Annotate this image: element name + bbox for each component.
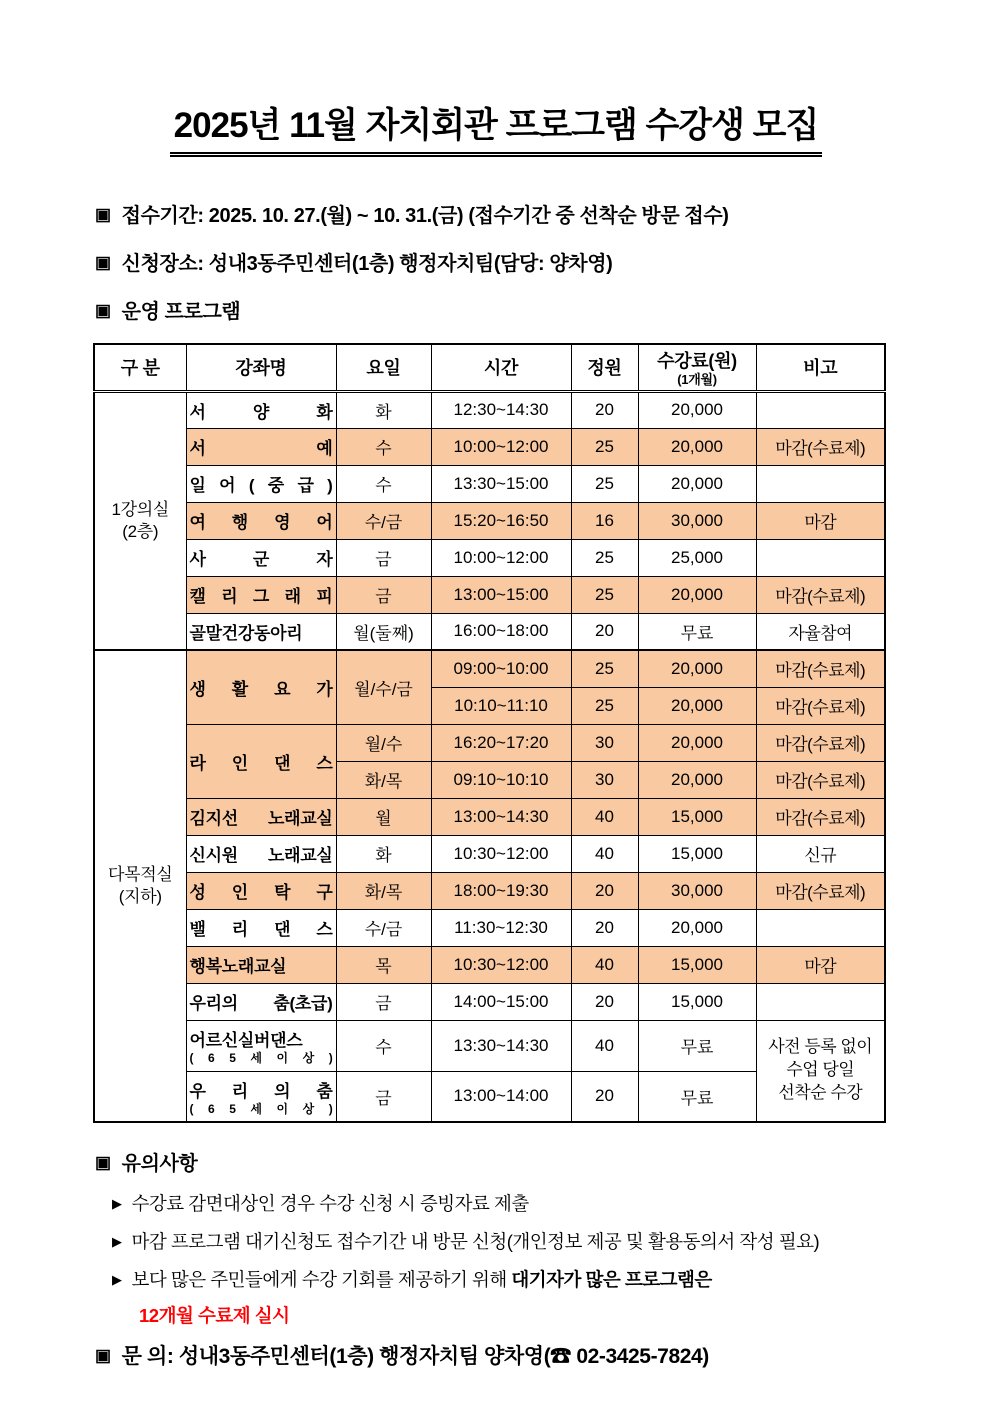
course-name-cell: 행복노래교실	[186, 946, 336, 983]
fee-cell: 20,000	[638, 909, 756, 946]
capacity-cell: 20	[571, 983, 638, 1020]
note-cell: 마감	[756, 502, 885, 539]
fee-cell: 20,000	[638, 576, 756, 613]
course-name-cell: 골말건강동아리	[186, 613, 336, 650]
table-row	[94, 798, 885, 835]
day-cell: 수/금	[336, 502, 431, 539]
day-cell: 수	[336, 1020, 431, 1071]
fee-cell: 20,000	[638, 724, 756, 761]
time-cell: 13:00~14:30	[431, 798, 571, 835]
table-row	[94, 539, 885, 576]
arrow-bullet-icon: ▶	[112, 1196, 122, 1211]
fee-cell: 무료	[638, 1071, 756, 1122]
capacity-cell: 20	[571, 909, 638, 946]
table-row	[94, 650, 885, 687]
capacity-cell: 40	[571, 1020, 638, 1071]
time-cell: 10:00~12:00	[431, 428, 571, 465]
fee-cell: 무료	[638, 613, 756, 650]
time-cell: 15:20~16:50	[431, 502, 571, 539]
table-row	[94, 909, 885, 946]
time-cell: 11:30~12:30	[431, 909, 571, 946]
fee-cell: 30,000	[638, 502, 756, 539]
header-note: 비고	[756, 344, 885, 391]
note-cell	[756, 909, 885, 946]
course-name-cell: 사 군 자	[186, 539, 336, 576]
info-line-application-place	[95, 247, 992, 276]
time-cell: 13:30~15:00	[431, 465, 571, 502]
arrow-bullet-icon: ▶	[112, 1234, 122, 1249]
day-cell: 월	[336, 798, 431, 835]
table-row	[94, 872, 885, 909]
course-name-cell: 우리의 춤(초급)	[186, 983, 336, 1020]
note-cell: 마감	[756, 946, 885, 983]
capacity-cell: 30	[571, 761, 638, 798]
time-cell: 18:00~19:30	[431, 872, 571, 909]
capacity-cell: 20	[571, 613, 638, 650]
time-cell: 10:30~12:00	[431, 835, 571, 872]
notices-heading: ▣ 유의사항	[95, 1153, 198, 1175]
room-group-cell: 1강의실 (2층)	[94, 391, 186, 650]
title-wrap	[0, 98, 992, 157]
fee-cell: 20,000	[638, 687, 756, 724]
header-course-name: 강좌명	[186, 344, 336, 391]
page-title: 2025년 11월 자치회관 프로그램 수강생 모집	[170, 98, 823, 157]
table-row	[94, 391, 885, 428]
time-cell: 16:20~17:20	[431, 724, 571, 761]
fee-cell: 20,000	[638, 428, 756, 465]
info-line-reception-period	[95, 199, 992, 228]
table-row	[94, 613, 885, 650]
day-cell: 화	[336, 391, 431, 428]
fee-cell: 25,000	[638, 539, 756, 576]
table-row	[94, 835, 885, 872]
capacity-cell: 20	[571, 391, 638, 428]
info-line-text: 운영 프로그램	[121, 301, 241, 323]
fee-cell: 15,000	[638, 835, 756, 872]
time-cell: 10:10~11:10	[431, 687, 571, 724]
course-name-cell: 서 양 화	[186, 391, 336, 428]
fee-cell: 30,000	[638, 872, 756, 909]
fee-cell: 15,000	[638, 946, 756, 983]
course-name-cell: 어르신실버댄스 ( 6 5 세 이 상 )	[186, 1020, 336, 1071]
note-cell: 마감(수료제)	[756, 724, 885, 761]
day-cell: 금	[336, 539, 431, 576]
header-day: 요일	[336, 344, 431, 391]
square-bullet-icon: ▣	[95, 205, 111, 224]
info-list	[95, 199, 992, 324]
capacity-cell: 25	[571, 428, 638, 465]
square-bullet-icon: ▣	[95, 301, 111, 320]
notice-item: ▶ 보다 많은 주민들에게 수강 기회를 제공하기 위해 대기자가 많은 프로그램은	[112, 1269, 712, 1290]
course-name-cell: 캘 리 그 래 피	[186, 576, 336, 613]
arrow-bullet-icon: ▶	[112, 1272, 122, 1287]
info-line-text: 접수기간: 2025. 10. 27.(월) ~ 10. 31.(금) (접수기간 중 선착순 방문 접수)	[121, 205, 729, 227]
square-bullet-icon: ▣	[95, 253, 111, 272]
fee-cell: 무료	[638, 1020, 756, 1071]
header-fee-line2: (1개월)	[677, 372, 717, 388]
course-name-cell: 신시원 노래교실	[186, 835, 336, 872]
course-name-cell: 생 활 요 가	[186, 650, 336, 724]
note-cell: 사전 등록 없이 수업 당일 선착순 수강	[756, 1020, 885, 1122]
notice-item: ▶ 수강료 감면대상인 경우 수강 신청 시 증빙자료 제출	[112, 1193, 529, 1214]
capacity-cell: 20	[571, 872, 638, 909]
course-name-cell: 여 행 영 어	[186, 502, 336, 539]
day-cell: 화/목	[336, 761, 431, 798]
day-cell: 수	[336, 465, 431, 502]
room-group-cell: 다목적실 (지하)	[94, 650, 186, 1122]
time-cell: 10:00~12:00	[431, 539, 571, 576]
day-cell: 금	[336, 576, 431, 613]
note-cell	[756, 983, 885, 1020]
header-fee-line1: 수강료(원)	[657, 351, 737, 372]
notice-bold-emphasis: 대기자가 많은 프로그램은	[511, 1269, 712, 1290]
header-group: 구 분	[94, 344, 186, 391]
note-cell: 마감(수료제)	[756, 872, 885, 909]
course-name-cell: 라 인 댄 스	[186, 724, 336, 798]
capacity-cell: 25	[571, 687, 638, 724]
note-cell: 자율참여	[756, 613, 885, 650]
time-cell: 13:30~14:30	[431, 1020, 571, 1071]
capacity-cell: 40	[571, 798, 638, 835]
info-line-text: 신청장소: 성내3동주민센터(1층) 행정자치팀(담당: 양차영)	[121, 253, 613, 275]
note-cell: 마감(수료제)	[756, 761, 885, 798]
time-cell: 16:00~18:00	[431, 613, 571, 650]
note-cell: 마감(수료제)	[756, 576, 885, 613]
header-fee	[638, 344, 756, 391]
day-cell: 화/목	[336, 872, 431, 909]
square-bullet-icon: ▣	[95, 1346, 111, 1365]
course-name-cell: 성 인 탁 구	[186, 872, 336, 909]
fee-cell: 20,000	[638, 761, 756, 798]
capacity-cell: 25	[571, 465, 638, 502]
course-name-cell: 일 어 ( 중 급 )	[186, 465, 336, 502]
time-cell: 12:30~14:30	[431, 391, 571, 428]
square-bullet-icon: ▣	[95, 1153, 111, 1172]
notice-red-emphasis: 12개월 수료제 실시	[139, 1305, 290, 1326]
capacity-cell: 25	[571, 539, 638, 576]
notice-item: ▶ 마감 프로그램 대기신청도 접수기간 내 방문 신청(개인정보 제공 및 활용동의서 작성 필요)	[112, 1231, 820, 1252]
note-cell	[756, 391, 885, 428]
contact-line: ▣ 문 의: 성내3동주민센터(1층) 행정자치팀 양차영(☎ 02-3425-7824)	[95, 1345, 709, 1368]
header-time: 시간	[431, 344, 571, 391]
time-cell: 13:00~15:00	[431, 576, 571, 613]
day-cell: 수	[336, 428, 431, 465]
note-cell: 마감(수료제)	[756, 798, 885, 835]
capacity-cell: 40	[571, 835, 638, 872]
course-name-cell: 밸 리 댄 스	[186, 909, 336, 946]
day-cell: 목	[336, 946, 431, 983]
time-cell: 10:30~12:00	[431, 946, 571, 983]
header-capacity: 정원	[571, 344, 638, 391]
day-cell: 월/수/금	[336, 650, 431, 724]
day-cell: 화	[336, 835, 431, 872]
fee-cell: 20,000	[638, 391, 756, 428]
capacity-cell: 25	[571, 650, 638, 687]
capacity-cell: 25	[571, 576, 638, 613]
course-name-cell: 서 예	[186, 428, 336, 465]
notices-section	[95, 1147, 992, 1370]
capacity-cell: 20	[571, 1071, 638, 1122]
program-schedule-table	[93, 343, 886, 1123]
course-name-cell: 김지선 노래교실	[186, 798, 336, 835]
table-row	[94, 1020, 885, 1071]
fee-cell: 20,000	[638, 465, 756, 502]
table-row	[94, 576, 885, 613]
table-header-row	[94, 344, 885, 391]
table-row	[94, 502, 885, 539]
capacity-cell: 16	[571, 502, 638, 539]
note-cell: 마감(수료제)	[756, 428, 885, 465]
note-cell	[756, 465, 885, 502]
fee-cell: 15,000	[638, 983, 756, 1020]
table-row	[94, 428, 885, 465]
day-cell: 금	[336, 983, 431, 1020]
note-cell: 마감(수료제)	[756, 687, 885, 724]
time-cell: 09:00~10:00	[431, 650, 571, 687]
note-cell	[756, 539, 885, 576]
table-row	[94, 724, 885, 761]
note-cell: 신규	[756, 835, 885, 872]
day-cell: 월(둘째)	[336, 613, 431, 650]
day-cell: 수/금	[336, 909, 431, 946]
time-cell: 09:10~10:10	[431, 761, 571, 798]
fee-cell: 15,000	[638, 798, 756, 835]
time-cell: 13:00~14:00	[431, 1071, 571, 1122]
table-row	[94, 946, 885, 983]
fee-cell: 20,000	[638, 650, 756, 687]
day-cell: 금	[336, 1071, 431, 1122]
info-line-programs-heading	[95, 295, 992, 324]
table-row	[94, 983, 885, 1020]
note-cell: 마감(수료제)	[756, 650, 885, 687]
course-name-cell: 우 리 의 춤 ( 6 5 세 이 상 )	[186, 1071, 336, 1122]
day-cell: 월/수	[336, 724, 431, 761]
table-row	[94, 465, 885, 502]
capacity-cell: 30	[571, 724, 638, 761]
capacity-cell: 40	[571, 946, 638, 983]
time-cell: 14:00~15:00	[431, 983, 571, 1020]
